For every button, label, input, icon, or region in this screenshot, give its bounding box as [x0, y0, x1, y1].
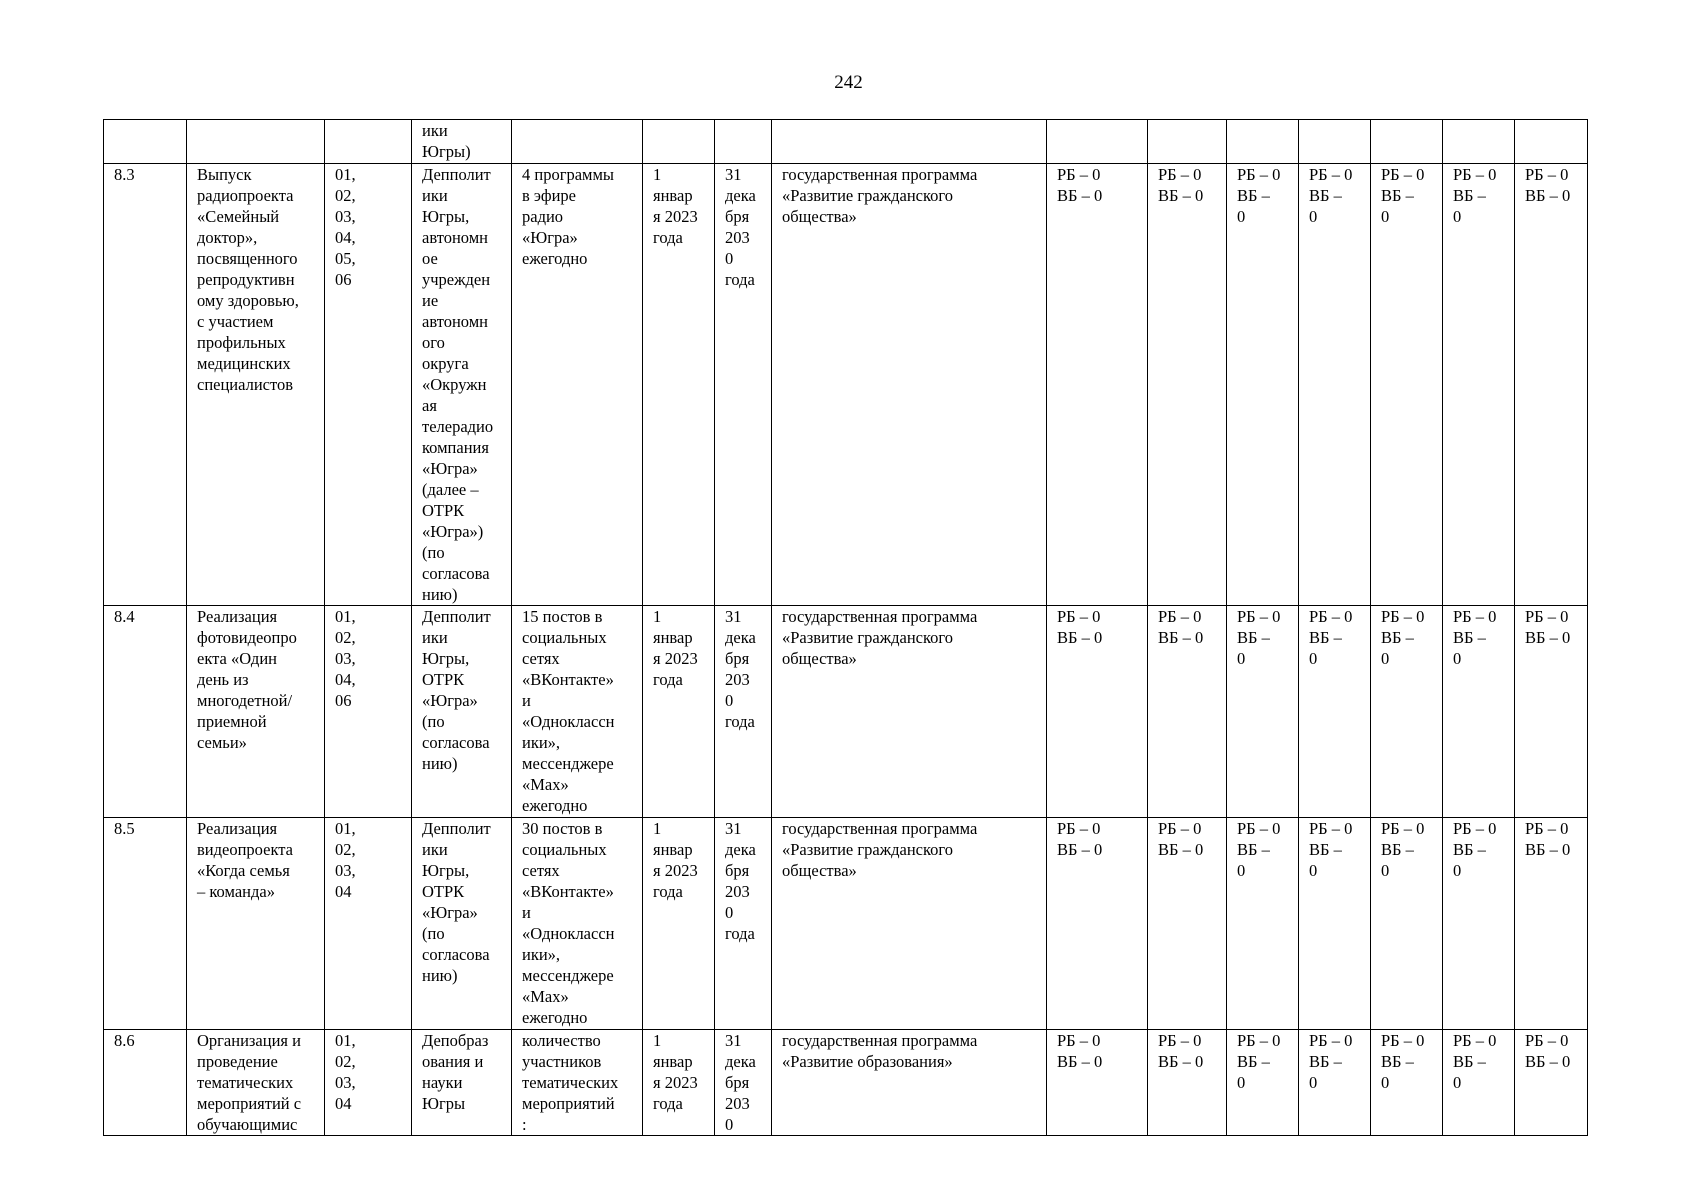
cell-funding: РБ – 0 ВБ – 0	[1148, 818, 1227, 1030]
cell-measure-name: Выпуск радиопроекта «Семейный доктор», посвященного репродуктивн ому здоровью, с участием профильных медицинских специалистов	[187, 164, 325, 606]
cell-funding: РБ – 0 ВБ – 0	[1371, 606, 1443, 818]
cell-funding	[1148, 120, 1227, 164]
cell-funding: РБ – 0 ВБ – 0	[1227, 606, 1299, 818]
cell-number: 8.4	[104, 606, 187, 818]
cell-funding: РБ – 0 ВБ – 0	[1047, 164, 1148, 606]
cell-funding: РБ – 0 ВБ – 0	[1227, 1030, 1299, 1136]
cell-funding: РБ – 0 ВБ – 0	[1148, 606, 1227, 818]
cell-end-date: 31 дека бря 203 0 года	[715, 818, 772, 1030]
cell-task-codes: 01, 02, 03, 04	[325, 818, 412, 1030]
cell-end-date	[715, 120, 772, 164]
cell-funding	[1371, 120, 1443, 164]
table-row	[104, 120, 1588, 164]
cell-task-codes: 01, 02, 03, 04, 05, 06	[325, 164, 412, 606]
cell-result	[512, 120, 643, 164]
cell-start-date	[643, 120, 715, 164]
page-number: 242	[834, 72, 863, 93]
cell-funding: РБ – 0 ВБ – 0	[1299, 818, 1371, 1030]
cell-task-codes: 01, 02, 03, 04, 06	[325, 606, 412, 818]
cell-program: государственная программа «Развитие гражданского общества»	[772, 606, 1047, 818]
cell-executor: ики Югры)	[412, 120, 512, 164]
cell-executor: Депполит ики Югры, автономн ое учрежден ие автономн ого округа «Окружн ая телерадио компания «Югра» (далее – ОТРК «Югра») (по согласова нию)	[412, 164, 512, 606]
cell-funding	[1515, 120, 1588, 164]
cell-funding: РБ – 0 ВБ – 0	[1515, 818, 1588, 1030]
cell-end-date: 31 дека бря 203 0	[715, 1030, 772, 1136]
cell-funding: РБ – 0 ВБ – 0	[1443, 818, 1515, 1030]
cell-funding: РБ – 0 ВБ – 0	[1443, 606, 1515, 818]
table-row	[104, 818, 1588, 1030]
cell-measure-name	[187, 120, 325, 164]
cell-funding: РБ – 0 ВБ – 0	[1515, 606, 1588, 818]
cell-number: 8.6	[104, 1030, 187, 1136]
cell-start-date: 1 январ я 2023 года	[643, 606, 715, 818]
cell-result: количество участников тематических мероприятий :	[512, 1030, 643, 1136]
cell-funding: РБ – 0 ВБ – 0	[1227, 818, 1299, 1030]
cell-funding: РБ – 0 ВБ – 0	[1371, 1030, 1443, 1136]
cell-funding: РБ – 0 ВБ – 0	[1047, 1030, 1148, 1136]
cell-funding: РБ – 0 ВБ – 0	[1371, 164, 1443, 606]
cell-end-date: 31 дека бря 203 0 года	[715, 164, 772, 606]
cell-funding	[1443, 120, 1515, 164]
table-row	[104, 164, 1588, 606]
cell-funding: РБ – 0 ВБ – 0	[1371, 818, 1443, 1030]
cell-task-codes	[325, 120, 412, 164]
cell-start-date: 1 январ я 2023 года	[643, 164, 715, 606]
cell-funding: РБ – 0 ВБ – 0	[1148, 164, 1227, 606]
cell-measure-name: Организация и проведение тематических мероприятий с обучающимис	[187, 1030, 325, 1136]
cell-funding: РБ – 0 ВБ – 0	[1047, 818, 1148, 1030]
cell-start-date: 1 январ я 2023 года	[643, 818, 715, 1030]
cell-funding	[1047, 120, 1148, 164]
cell-result: 4 программы в эфире радио «Югра» ежегодно	[512, 164, 643, 606]
cell-end-date: 31 дека бря 203 0 года	[715, 606, 772, 818]
cell-program: государственная программа «Развитие гражданского общества»	[772, 164, 1047, 606]
cell-number	[104, 120, 187, 164]
cell-task-codes: 01, 02, 03, 04	[325, 1030, 412, 1136]
cell-funding: РБ – 0 ВБ – 0	[1299, 164, 1371, 606]
cell-funding: РБ – 0 ВБ – 0	[1443, 164, 1515, 606]
cell-funding: РБ – 0 ВБ – 0	[1047, 606, 1148, 818]
cell-funding: РБ – 0 ВБ – 0	[1148, 1030, 1227, 1136]
cell-funding: РБ – 0 ВБ – 0	[1515, 164, 1588, 606]
cell-program: государственная программа «Развитие образования»	[772, 1030, 1047, 1136]
cell-funding: РБ – 0 ВБ – 0	[1299, 1030, 1371, 1136]
cell-number: 8.3	[104, 164, 187, 606]
cell-start-date: 1 январ я 2023 года	[643, 1030, 715, 1136]
cell-result: 30 постов в социальных сетях «ВКонтакте» и «Одноклассн ики», мессенджере «Max» ежегодно	[512, 818, 643, 1030]
cell-executor: Депобраз ования и науки Югры	[412, 1030, 512, 1136]
cell-funding: РБ – 0 ВБ – 0	[1443, 1030, 1515, 1136]
cell-funding	[1227, 120, 1299, 164]
cell-funding	[1299, 120, 1371, 164]
cell-executor: Депполит ики Югры, ОТРК «Югра» (по согласова нию)	[412, 606, 512, 818]
cell-funding: РБ – 0 ВБ – 0	[1227, 164, 1299, 606]
cell-funding: РБ – 0 ВБ – 0	[1515, 1030, 1588, 1136]
measures-table	[103, 119, 1588, 1136]
cell-measure-name: Реализация фотовидеопро екта «Один день из многодетной/ приемной семьи»	[187, 606, 325, 818]
table-row	[104, 1030, 1588, 1136]
table-row	[104, 606, 1588, 818]
cell-funding: РБ – 0 ВБ – 0	[1299, 606, 1371, 818]
cell-measure-name: Реализация видеопроекта «Когда семья – команда»	[187, 818, 325, 1030]
cell-program: государственная программа «Развитие гражданского общества»	[772, 818, 1047, 1030]
cell-program	[772, 120, 1047, 164]
cell-result: 15 постов в социальных сетях «ВКонтакте» и «Одноклассн ики», мессенджере «Max» ежегодно	[512, 606, 643, 818]
cell-executor: Депполит ики Югры, ОТРК «Югра» (по согласова нию)	[412, 818, 512, 1030]
cell-number: 8.5	[104, 818, 187, 1030]
